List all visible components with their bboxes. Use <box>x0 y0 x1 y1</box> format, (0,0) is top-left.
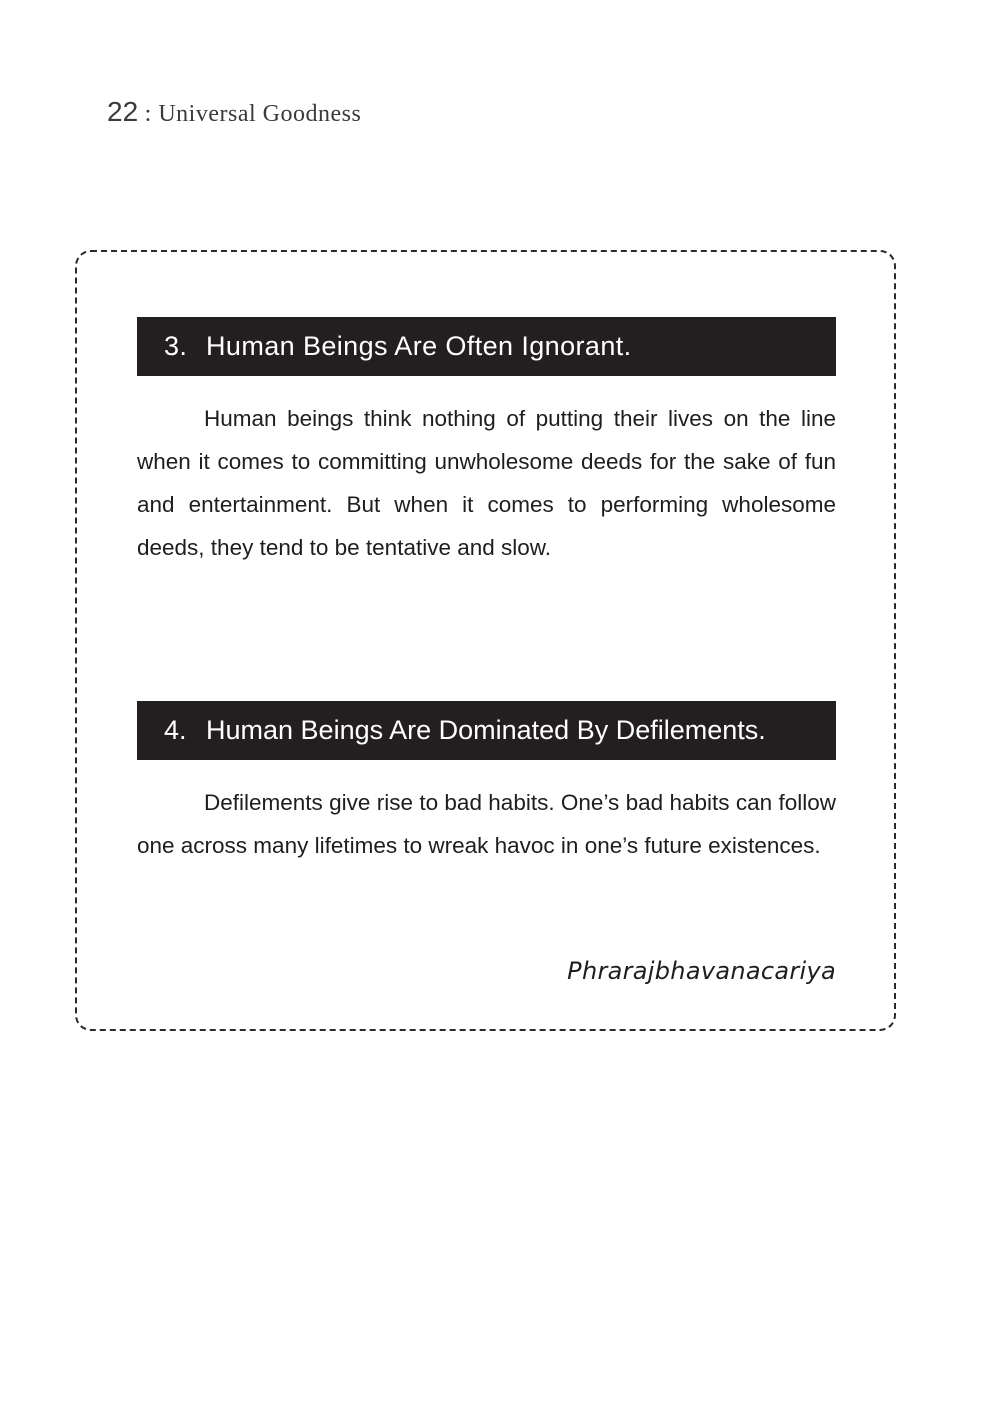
section-paragraph-3: Human beings think nothing of putting their lives on the line when it comes to committing unwholesome deeds for the sake of fun and entertainment. But when it comes to performing wholesome deeds, they tend to be tentative and slow. <box>137 406 836 560</box>
section-title: Human Beings Are Often Ignorant. <box>206 331 632 361</box>
page-number: 22 <box>107 96 139 127</box>
running-head <box>107 96 361 128</box>
section-number: 4. <box>164 715 187 745</box>
author-signature: Phrarajbhavanacariya <box>567 957 836 985</box>
section-number: 3. <box>164 331 188 361</box>
section-title: Human Beings Are Dominated By Defilements. <box>206 715 766 745</box>
separator: : <box>138 101 159 127</box>
section-paragraph-4: Defilements give rise to bad habits. One’s bad habits can follow one across many lifetimes to wreak havoc in one’s future existences. <box>137 790 836 858</box>
section-heading-4 <box>137 701 836 760</box>
book-title: Universal Goodness <box>158 101 362 127</box>
section-heading-3 <box>137 317 836 376</box>
